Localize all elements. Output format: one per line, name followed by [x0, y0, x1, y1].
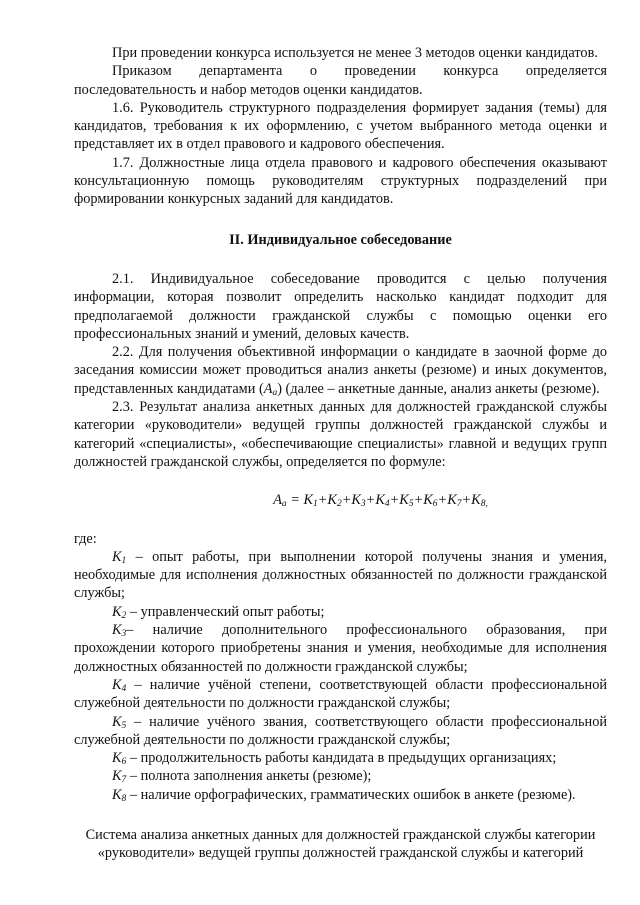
definition-symbol: $K_1$	[112, 548, 127, 566]
definition-k7	[74, 767, 607, 785]
paragraph-2-2	[74, 343, 607, 398]
definition-symbol: $K_4$	[112, 676, 127, 694]
definitions-list	[74, 548, 607, 804]
formula-term-k1: $K_1$	[303, 492, 318, 510]
definition-k3	[74, 621, 607, 676]
paragraph-2-1: 2.1. Индивидуальное собеседование проводится с целью получения информации, которая позволит определить насколько кандидат подходит для предполагаемой должности гражданской службы с помощью оценки его профессиональных знаний и умений, деловых качеств.	[74, 270, 607, 342]
paragraph-2-2-text-before: 2.2. Для получения объективной информации о кандидате в заочной форме до заседания комиссии может проводиться анализ анкеты (резюме) и иных документов, представленных кандидатами (	[74, 344, 607, 397]
formula-term-k5: $K_5$	[399, 492, 414, 510]
paragraph-2-2-text-after: ) (далее – анкетные данные, анализ анкеты (резюме).	[277, 380, 600, 397]
definition-text: – опыт работы, при выполнении которой получены знания и умения, необходимые для исполнения должностных обязанностей по должности гражданской службы;	[74, 548, 607, 602]
paragraph-1-6: 1.6. Руководитель структурного подразделения формирует задания (темы) для кандидатов, требования к их оформлению, с учетом выбранного метода оценки и представляет их в отдел правового и кадрового обеспечения.	[74, 99, 607, 153]
formula-plus: +	[437, 492, 448, 509]
formula-plus: +	[461, 492, 472, 509]
document-page	[74, 44, 607, 863]
aa-symbol: $A_a$	[263, 380, 278, 398]
paragraph-1-7: 1.7. Должностные лица отдела правового и кадрового обеспечения оказывают консультационную помощь руководителям структурных подразделений при формировании конкурсных заданий для кандидатов.	[74, 154, 607, 208]
formula-plus: +	[341, 492, 352, 509]
definition-symbol: $K_6$	[112, 750, 127, 768]
definition-text: – наличие учёного звания, соответствующего области профессиональной служебной деятельности по должности гражданской службы;	[74, 713, 607, 748]
definition-text: – продолжительность работы кандидата в предыдущих организациях;	[126, 750, 557, 767]
formula-term-k8: $K_{8,}$	[471, 492, 488, 510]
formula-term-k3: $K_3$	[351, 492, 366, 510]
definition-k8	[74, 786, 607, 804]
paragraph-methods-count: При проведении конкурса используется не менее 3 методов оценки кандидатов.	[112, 45, 598, 61]
formula-plus: +	[317, 492, 328, 509]
definition-symbol: $K_2$	[112, 603, 127, 621]
definition-k5	[74, 713, 607, 750]
formula-plus: +	[413, 492, 424, 509]
formula-terms	[303, 492, 487, 508]
formula-term-k2: $K_2$	[327, 492, 342, 510]
definition-text: – полнота заполнения анкеты (резюме);	[126, 768, 372, 785]
formula-plus: +	[365, 492, 376, 509]
definition-k4	[74, 676, 607, 713]
formula-term-k4: $K_4$	[375, 492, 390, 510]
where-label: где:	[74, 530, 97, 547]
paragraph-2-3: 2.3. Результат анализа анкетных данных для должностей гражданской службы категории «руководители» ведущей группы должностей гражданской службы и категорий «специалисты», «обеспечивающие специалисты» главной и ведущих групп должностей гражданской службы, определяется по формуле:	[74, 399, 607, 470]
definition-k6	[74, 749, 607, 767]
formula-lhs: $A_a$	[273, 492, 287, 510]
section-heading: II. Индивидуальное собеседование	[229, 231, 452, 248]
final-paragraph: Система анализа анкетных данных для должностей гражданской службы категории «руководители» ведущей группы должностей гражданской службы и категорий	[85, 826, 596, 862]
formula-plus: +	[389, 492, 400, 509]
definition-k2	[74, 603, 607, 621]
definition-text: – наличие дополнительного профессионального образования, при прохождении которого приобретены знания и умения, необходимые для исполнения должностных обязанностей по должности гражданской службы;	[74, 622, 607, 675]
definition-symbol: $K_3$	[112, 622, 127, 640]
paragraph-methods-order: Приказом департамента о проведении конкурса определяется последовательность и набор методов оценки кандидатов.	[74, 63, 607, 98]
formula-term-k6: $K_6$	[423, 492, 438, 510]
definition-k1	[74, 548, 607, 603]
definition-text: – управленческий опыт работы;	[126, 603, 325, 620]
definition-symbol: $K_7$	[112, 768, 127, 786]
definition-symbol: $K_5$	[112, 713, 127, 731]
definition-text: – наличие орфографических, грамматических ошибок в анкете (резюме).	[126, 786, 576, 803]
formula: $A_a = K_1+K_2+K_3+K_4+K_5+K_6+K_7+K_{8,}$	[273, 492, 488, 510]
formula-term-k7: $K_7$	[447, 492, 462, 510]
definition-text: – наличие учёной степени, соответствующей области профессиональной служебной деятельности по должности гражданской службы;	[74, 676, 607, 712]
definition-symbol: $K_8$	[112, 786, 127, 804]
